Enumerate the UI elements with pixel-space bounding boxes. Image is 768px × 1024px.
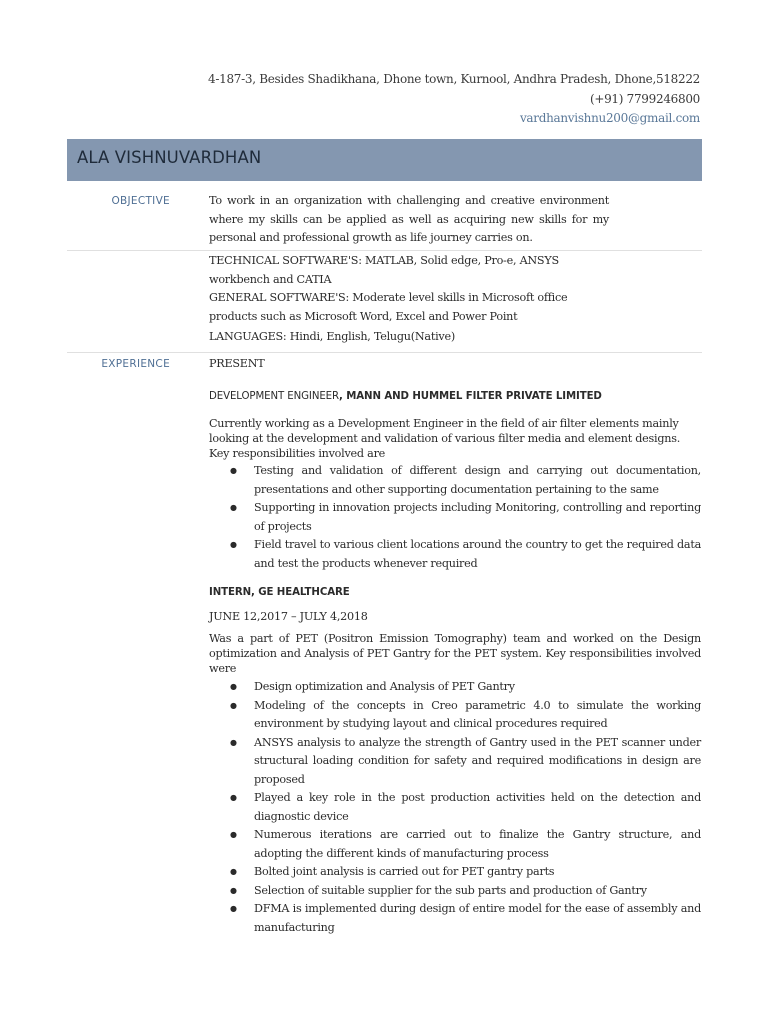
list-item: ● DFMA is implemented during design of entire model for the ease of assembly and manufacturing (209, 900, 701, 937)
languages: LANGUAGES: Hindi, English, Telugu(Native) (209, 330, 455, 343)
job-company: MANN AND HUMMEL FILTER PRIVATE LIMITED (346, 391, 602, 402)
list-item: ● Selection of suitable supplier for the sub parts and production of Gantry (209, 882, 701, 901)
list-item: ● Modeling of the concepts in Creo parametric 4.0 to simulate the working environment by studying layout and clinical procedures required (209, 697, 701, 734)
skills-section (209, 252, 611, 347)
list-item: ● Testing and validation of different design and carrying out documentation, presentations and other supporting documentation pertaining to the same (209, 462, 701, 499)
phone: (+91) 7799246800 (589, 91, 700, 106)
list-item: ● Field travel to various client locations around the country to get the required data and test the products whenever required (209, 536, 701, 573)
experience-label: EXPERIENCE (101, 358, 170, 370)
list-item: ● Numerous iterations are carried out to finalize the Gantry structure, and adopting the different kinds of manufacturing process (209, 826, 701, 863)
job-bullets (209, 678, 701, 937)
address: 4-187-3, Besides Shadikhana, Dhone town, Kurnool, Andhra Pradesh, Dhone,518222 (208, 72, 700, 86)
list-item: ● Design optimization and Analysis of PET Gantry (209, 678, 701, 697)
list-item: ● Played a key role in the post production activities held on the detection and diagnostic device (209, 789, 701, 826)
list-item: ● Supporting in innovation projects including Monitoring, controlling and reporting of projects (209, 499, 701, 536)
job-heading: DEVELOPMENT ENGINEER, MANN AND HUMMEL FILTER PRIVATE LIMITED (209, 391, 602, 402)
technical-software: TECHNICAL SOFTWARE'S: MATLAB, Solid edge, Pro-e, ANSYS workbench and CATIA (209, 254, 559, 286)
general-software: GENERAL SOFTWARE'S: Moderate level skills in Microsoft office products such as Microsoft Word, Excel and Power Point (209, 291, 568, 323)
candidate-name: ALA VISHNUVARDHAN (77, 148, 262, 167)
list-item: ● ANSYS analysis to analyze the strength of Gantry used in the PET scanner under structural loading condition for safety and required modifications in design are proposed (209, 734, 701, 790)
list-item: ● Bolted joint analysis is carried out for PET gantry parts (209, 863, 701, 882)
name-banner (67, 139, 702, 181)
job-title: DEVELOPMENT ENGINEER (209, 391, 339, 402)
job-description: Currently working as a Development Engineer in the field of air filter elements mainly looking at the development and validation of various filter media and element designs. Key responsibilities involved are (209, 417, 681, 460)
divider (67, 352, 702, 353)
objective-text: To work in an organization with challenging and creative environment where my skills can be applied as well as acquiring new skills for my personal and professional growth as life journey carries on. (209, 194, 609, 244)
email-link[interactable]: vardhanvishnu200@gmail.com (519, 111, 700, 125)
job-description: Was a part of PET (Positron Emission Tomography) team and worked on the Design optimization and Analysis of PET Gantry for the PET system. Key responsibilities involved were (209, 632, 701, 675)
divider (67, 250, 702, 251)
job-bullets (209, 462, 701, 573)
job-date: JUNE 12,2017 – JULY 4,2018 (209, 610, 368, 623)
job-date: PRESENT (209, 357, 265, 370)
job-title: INTERN, GE HEALTHCARE (209, 587, 350, 598)
contact-info (208, 70, 700, 129)
objective-label: OBJECTIVE (111, 195, 170, 207)
